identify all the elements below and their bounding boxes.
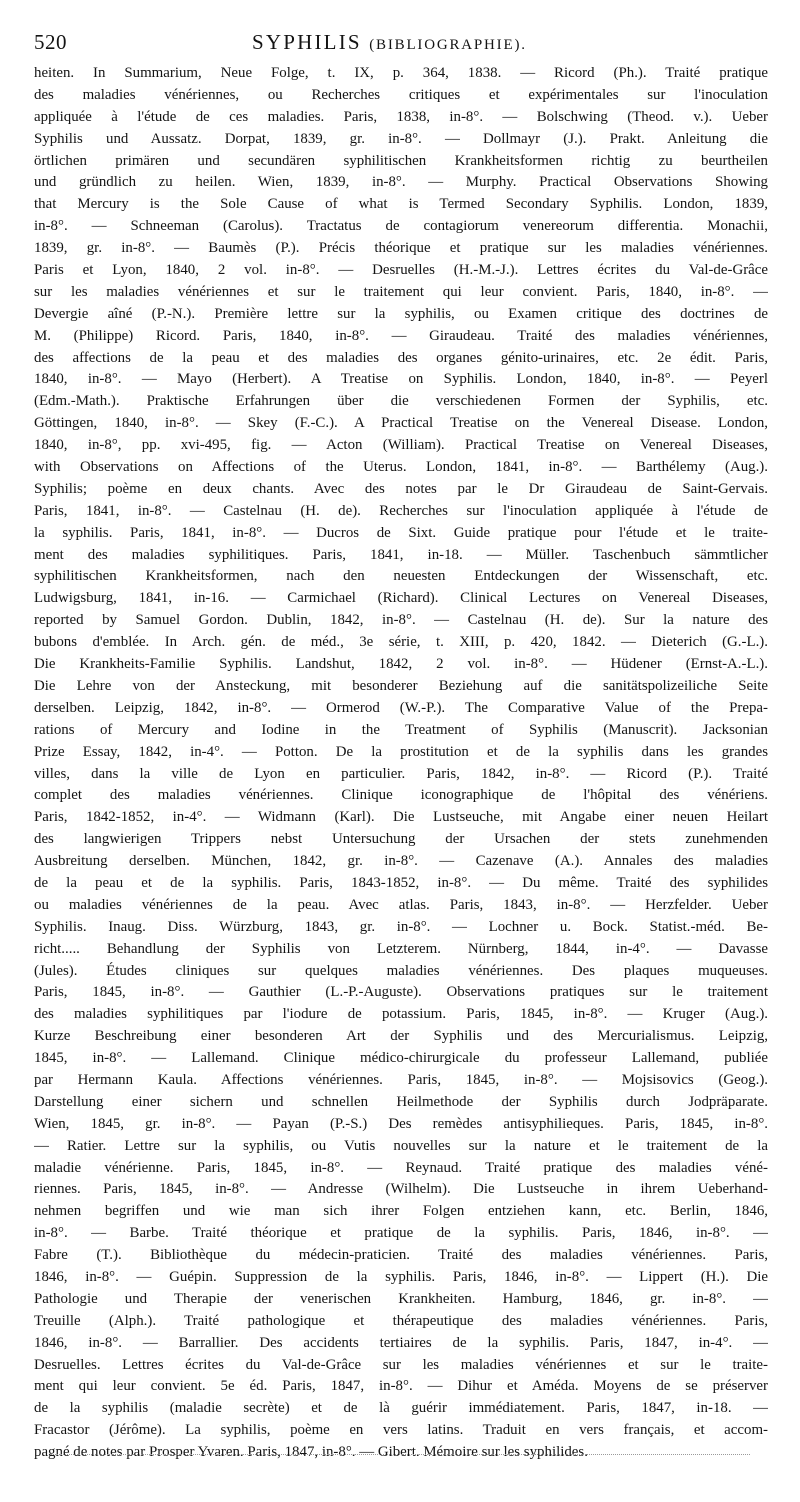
text-line: la syphilis. Paris, 1841, in-8°. — Ducros de Sixt. Guide pratique pour l'étude et le traite- <box>34 524 768 541</box>
footer-dotted-rule <box>50 1454 750 1455</box>
text-line: richt..... Behandlung der Syphilis von Letzterem. Nürnberg, 1844, in-4°. — Davasse <box>34 940 768 957</box>
text-line: 1845, in-8°. — Lallemand. Clinique médico-chirurgicale du professeur Lallemand, publiée <box>34 1050 768 1067</box>
text-line: des maladies syphilitiques par l'iodure de potassium. Paris, 1845, in-8°. — Kruger (Aug.). <box>34 1006 768 1023</box>
text-line: Ludwigsburg, 1841, in-16. — Carmichael (Richard). Clinical Lectures on Venereal Diseases, <box>34 590 768 607</box>
text-line: bubons d'emblée. In Arch. gén. de méd., 3e série, t. XIII, p. 420, 1842. — Dieterich (G.-L.). <box>34 634 768 651</box>
text-line: Fabre (T.). Bibliothèque du médecin-praticien. Traité des maladies vénériennes. Paris, <box>34 1247 768 1264</box>
text-line: Paris et Lyon, 1840, 2 vol. in-8°. — Desruelles (H.-M.-J.). Lettres écrites du Val-de-Grâce <box>34 262 768 279</box>
text-line: Paris, 1842-1852, in-4°. — Widmann (Karl). Die Lustseuche, mit Angabe einer neuen Heilart <box>34 809 768 826</box>
text-line: Pathologie und Therapie der venerischen Krankheiten. Hamburg, 1846, gr. in-8°. — <box>34 1290 768 1307</box>
text-line: Wien, 1845, gr. in-8°. — Payan (P.-S.) Des remèdes antisyphilieques. Paris, 1845, in-8°. <box>34 1115 768 1132</box>
text-line: derselben. Leipzig, 1842, in-8°. — Ormerod (W.-P.). The Comparative Value of the Prepa- <box>34 699 768 716</box>
title-suffix: (BIBLIOGRAPHIE). <box>369 37 527 53</box>
text-line: sur les maladies vénériennes et sur le traitement qui leur convient. Paris, 1840, in-8°. — <box>34 283 768 300</box>
text-line: Syphilis und Aussatz. Dorpat, 1839, gr. in-8°. — Dollmayr (J.). Prakt. Anleitung die <box>34 130 768 147</box>
text-line: Desruelles. Lettres écrites du Val-de-Grâce sur les maladies vénériennes et sur le traite- <box>34 1356 768 1373</box>
text-line: Darstellung einer sichern und schnellen Heilmethode der Syphilis durch Jodpräparate. <box>34 1093 768 1110</box>
text-line: (Edm.-Math.). Praktische Erfahrungen über die verschiedenen Formen der Syphilis, etc. <box>34 393 768 410</box>
bibliography-text <box>34 63 768 1464</box>
text-line: rations of Mercury and Iodine in the Treatment of Syphilis (Manuscrit). Jacksonian <box>34 721 768 738</box>
text-line: riennes. Paris, 1845, in-8°. — Andresse (Wilhelm). Die Lustseuche in ihrem Ueberhand- <box>34 1181 768 1198</box>
text-line: 1846, in-8°. — Guépin. Suppression de la syphilis. Paris, 1846, in-8°. — Lippert (H.). Die <box>34 1268 768 1285</box>
text-line: Syphilis. Inaug. Diss. Würzburg, 1843, gr. in-8°. — Lochner u. Bock. Statist.-méd. Be- <box>34 918 768 935</box>
text-line: Die Lehre von der Ansteckung, mit besonderer Beziehung auf die sanitätspolizeiliche Seite <box>34 677 768 694</box>
text-line: — Ratier. Lettre sur la syphilis, ou Vutis nouvelles sur la nature et le traitement de la <box>34 1137 768 1154</box>
text-line: with Observations on Affections of the Uterus. London, 1841, in-8°. — Barthélemy (Aug.). <box>34 459 768 476</box>
text-line: ment qui leur convient. 5e éd. Paris, 1847, in-8°. — Dihur et Améda. Moyens de se préserver <box>34 1378 768 1395</box>
text-line: de la syphilis (maladie secrète) et de là guérir immédiatement. Paris, 1847, in-18. — <box>34 1400 768 1417</box>
text-line: Fracastor (Jérôme). La syphilis, poème en vers latins. Traduit en vers français, et accom- <box>34 1422 768 1439</box>
text-line: Paris, 1845, in-8°. — Gauthier (L.-P.-Auguste). Observations pratiques sur le traitement <box>34 984 768 1001</box>
text-line: Kurze Beschreibung einer besonderen Art der Syphilis und des Mercurialismus. Leipzig, <box>34 1028 768 1045</box>
text-line: de la peau et de la syphilis. Paris, 1843-1852, in-8°. — Du même. Traité des syphilides <box>34 874 768 891</box>
text-line: Ausbreitung derselben. München, 1842, gr. in-8°. — Cazenave (A.). Annales des maladies <box>34 853 768 870</box>
text-line: Devergie aîné (P.-N.). Première lettre sur la syphilis, ou Examen critique des doctrines de <box>34 305 768 322</box>
text-line: heiten. In Summarium, Neue Folge, t. IX, p. 364, 1838. — Ricord (Ph.). Traité pratique <box>34 65 768 81</box>
text-line: Die Krankheits-Familie Syphilis. Landshut, 1842, 2 vol. in-8°. — Hüdener (Ernst-A.-L.). <box>34 656 768 673</box>
text-line: in-8°. — Barbe. Traité théorique et pratique de la syphilis. Paris, 1846, in-8°. — <box>34 1225 768 1242</box>
text-line: pagné de notes par Prosper Yvaren. Paris, 1847, in-8°. — Gibert. Mémoire sur les syphilides. <box>34 1444 588 1461</box>
text-line: complet des maladies vénériennes. Clinique iconographique de l'hôpital des vénériens. <box>34 787 768 804</box>
text-line: 1839, gr. in-8°. — Baumès (P.). Précis théorique et pratique sur les maladies vénériennes. <box>34 240 768 257</box>
text-line: ment des maladies syphilitiques. Paris, 1841, in-18. — Müller. Taschenbuch sämmtlicher <box>34 546 768 563</box>
text-line: Paris, 1841, in-8°. — Castelnau (H. de). Recherches sur l'inoculation appliquée à l'étude de <box>34 502 768 519</box>
text-line: Syphilis; poème en deux chants. Avec des notes par le Dr Giraudeau de Saint-Gervais. <box>34 480 768 497</box>
text-line: nehmen begriffen und wie man sich ihrer Folgen entziehen kann, etc. Berlin, 1846, <box>34 1203 768 1220</box>
text-line: Treuille (Alph.). Traité pathologique et thérapeutique des maladies vénériennes. Paris, <box>34 1312 768 1329</box>
text-line: des maladies vénériennes, ou Recherches critiques et expérimentales sur l'inoculation <box>34 86 768 103</box>
text-line: par Hermann Kaula. Affections vénériennes. Paris, 1845, in-8°. — Mojsisovics (Geog.). <box>34 1071 768 1088</box>
text-line: reported by Samuel Gordon. Dublin, 1842, in-8°. — Castelnau (H. de). Sur la nature des <box>34 612 768 629</box>
running-header <box>34 30 774 60</box>
text-line: Prize Essay, 1842, in-4°. — Potton. De la prostitution et de la syphilis dans les grandes <box>34 743 768 760</box>
page-number: 520 <box>34 30 67 54</box>
text-line: des langwierigen Trippers nebst Untersuchung der Ursachen der stets zunehmenden <box>34 831 768 848</box>
text-line: 1846, in-8°. — Barrallier. Des accidents tertiaires de la syphilis. Paris, 1847, in-4°. — <box>34 1334 768 1351</box>
text-line: örtlichen primären und secundären syphilitischen Krankheitsformen richtig zu beurtheilen <box>34 152 768 169</box>
text-line: 1840, in-8°, pp. xvi-495, fig. — Acton (William). Practical Treatise on Venereal Diseases, <box>34 437 768 454</box>
text-line: 1840, in-8°. — Mayo (Herbert). A Treatise on Syphilis. London, 1840, in-8°. — Peyerl <box>34 371 768 388</box>
text-line: (Jules). Études cliniques sur quelques maladies vénériennes. Des plaques muqueuses. <box>34 962 768 979</box>
text-line: des affections de la peau et des maladies des organes génito-urinaires, etc. 2e édit. Paris, <box>34 349 768 366</box>
title-main: SYPHILIS <box>252 30 362 54</box>
text-line: und gründlich zu heilen. Wien, 1839, in-8°. — Murphy. Practical Observations Showing <box>34 174 768 191</box>
text-line: that Mercury is the Sole Cause of what is Termed Secondary Syphilis. London, 1839, <box>34 196 768 213</box>
text-line: in-8°. — Schneeman (Carolus). Tractatus de contagiorum venereorum differentia. Monachii, <box>34 218 768 235</box>
text-line: Göttingen, 1840, in-8°. — Skey (F.-C.). A Practical Treatise on the Venereal Disease. London, <box>34 415 768 432</box>
text-line: appliquée à l'étude de ces maladies. Paris, 1838, in-8°. — Bolschwing (Theod. v.). Ueber <box>34 108 768 125</box>
running-title <box>252 30 527 55</box>
text-line: maladie vénérienne. Paris, 1845, in-8°. — Reynaud. Traité pratique des maladies véné- <box>34 1159 768 1176</box>
text-line: ou maladies vénériennes de la peau. Avec atlas. Paris, 1843, in-8°. — Herzfelder. Ueber <box>34 896 768 913</box>
text-line: villes, dans la ville de Lyon en particulier. Paris, 1842, in-8°. — Ricord (P.). Traité <box>34 765 768 782</box>
text-line: M. (Philippe) Ricord. Paris, 1840, in-8°. — Giraudeau. Traité des maladies vénériennes, <box>34 327 768 344</box>
text-line: syphilitischen Krankheitsformen, nach den neuesten Entdeckungen der Wissenschaft, etc. <box>34 568 768 585</box>
